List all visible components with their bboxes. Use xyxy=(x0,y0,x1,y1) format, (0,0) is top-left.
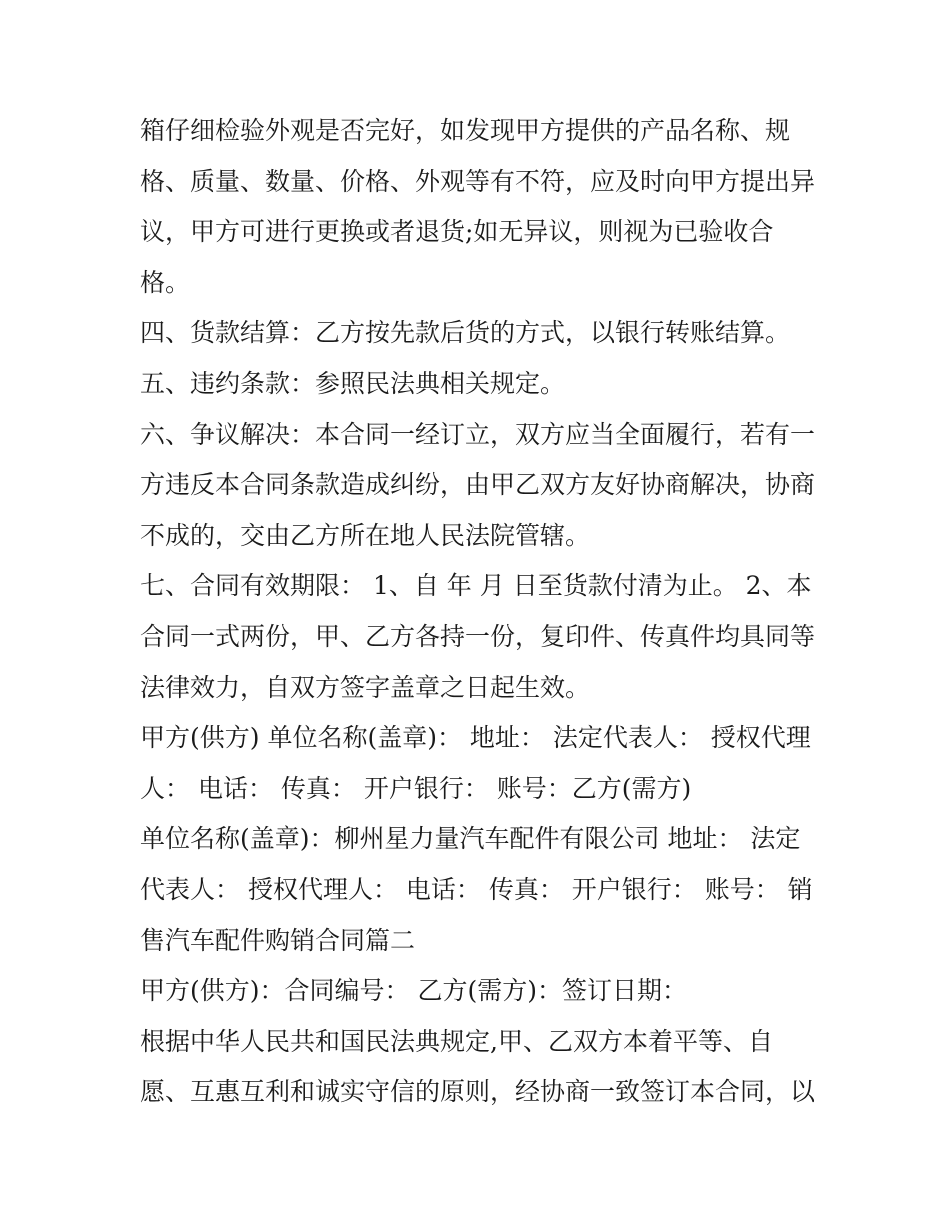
party-a-signature-block: 甲方(供方) 单位名称(盖章)： 地址： 法定代表人： 授权代理 xyxy=(140,723,811,753)
text-line: 代表人： 授权代理人： 电话： 传真： 开户银行： 账号： 销 xyxy=(140,874,813,904)
text-line: 愿、互惠互利和诚实守信的原则，经协商一致签订本合同，以 xyxy=(140,1077,816,1107)
contract-header-fields: 甲方(供方)：合同编号： 乙方(需方)：签订日期： xyxy=(140,976,687,1006)
text-line: 方违反本合同条款造成纠纷，由甲乙双方友好协商解决，协商 xyxy=(140,470,816,500)
section-validity-period: 七、合同有效期限： 1、自 年 月 日至货款付清为止。 2、本 xyxy=(140,571,812,601)
text-line: 议，甲方可进行更换或者退货;如无异议，则视为已验收合 xyxy=(140,217,774,247)
text-line: 不成的，交由乙方所在地人民法院管辖。 xyxy=(140,520,591,550)
section-breach-clause: 五、违约条款：参照民法典相关规定。 xyxy=(140,368,566,398)
text-line: 格、质量、数量、价格、外观等有不符，应及时向甲方提出异 xyxy=(140,166,816,196)
text-line: 合同一式两份，甲、乙方各持一份，复印件、传真件均具同等 xyxy=(140,621,816,651)
text-line: 人： 电话： 传真： 开户银行： 账号：乙方(需方) xyxy=(140,773,692,803)
text-line: 格。 xyxy=(140,267,191,297)
text-line: 法律效力，自双方签字盖章之日起生效。 xyxy=(140,672,591,702)
document-body xyxy=(140,106,820,1118)
section-dispute-resolution: 六、争议解决：本合同一经订立，双方应当全面履行，若有一 xyxy=(140,419,816,449)
contract-part-two-title: 售汽车配件购销合同篇二 xyxy=(140,925,416,955)
text-line: 箱仔细检验外观是否完好，如发现甲方提供的产品名称、规 xyxy=(140,116,791,145)
section-payment-settlement: 四、货款结算：乙方按先款后货的方式，以银行转账结算。 xyxy=(140,318,791,348)
contract-preamble: 根据中华人民共和国民法典规定,甲、乙双方本着平等、自 xyxy=(140,1026,773,1056)
party-b-signature-block: 单位名称(盖章)：柳州星力量汽车配件有限公司 地址： 法定 xyxy=(140,824,801,854)
